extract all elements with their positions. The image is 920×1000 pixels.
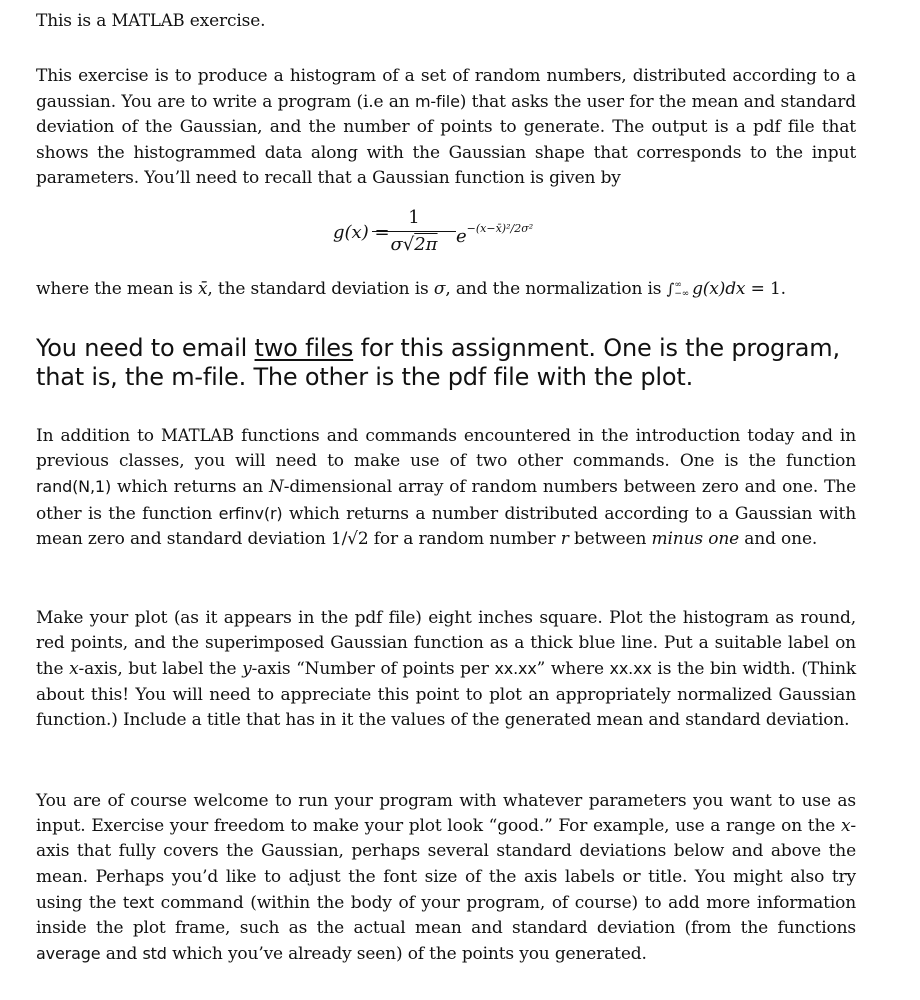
den-sigma: σ bbox=[390, 234, 403, 255]
exp-power: −(x−x̄)²/2σ² bbox=[466, 222, 534, 235]
den-radicand: 2π bbox=[414, 234, 438, 255]
equation-denominator bbox=[368, 232, 460, 258]
p3-text-5: which returns a number distributed according to a Gaussian with mean zero and standard deviation 1/√2 for a random number bbox=[36, 503, 857, 549]
bin-width-placeholder: xx.xx bbox=[609, 659, 652, 679]
p3-text-4: -dimensional array of random numbers between zero and one. The other is the function bbox=[36, 477, 856, 524]
p3-text-2: functions and commands encountered in the introduction today and in previous classes, you will need to make use of two other commands. One is the function bbox=[36, 426, 856, 472]
matlab-name: MATLAB bbox=[160, 426, 234, 445]
email-instruction-heading bbox=[36, 334, 856, 392]
p4-text-2: -axis, but label the bbox=[78, 659, 243, 680]
heading-text-1: You need to email bbox=[36, 334, 255, 362]
paragraph-freedom bbox=[36, 789, 856, 967]
normalization-integral bbox=[667, 279, 746, 299]
bin-width-placeholder: xx.xx bbox=[494, 659, 537, 679]
x-symbol: x bbox=[840, 816, 851, 837]
xbar-symbol: x̄ bbox=[197, 279, 208, 299]
p5-text-3: command (within the body of your program, of course) to add more information inside the plot frame, such as the actual mean and standard deviation (from the functions bbox=[36, 892, 856, 939]
p2-text-1: where the mean is bbox=[36, 279, 198, 299]
n-symbol: N bbox=[268, 477, 284, 498]
gaussian-equation bbox=[0, 206, 920, 264]
p3-text-3: which returns an bbox=[111, 477, 269, 498]
x-symbol: x bbox=[69, 659, 79, 680]
equation-lhs: g(x) = bbox=[333, 222, 390, 243]
p4-text-3: -axis “Number of points per bbox=[251, 659, 495, 680]
r-symbol: r bbox=[560, 528, 569, 549]
integral-upper: ∞ bbox=[674, 279, 682, 290]
equation-numerator: 1 bbox=[408, 207, 420, 228]
p3-text-1: In addition to bbox=[36, 426, 161, 446]
p5-text-1: You are of course welcome to run your program with whatever parameters you want to use as input. Exercise your freedom to make your plot look “good.” For example, use a range on the bbox=[36, 791, 856, 837]
p3-text-6: between bbox=[568, 528, 652, 549]
intro-text: This is a bbox=[36, 11, 112, 31]
integral-sign: ∫ bbox=[666, 280, 675, 298]
p2-text-4: = 1. bbox=[745, 279, 786, 299]
p5-text-4: and bbox=[100, 944, 143, 965]
mfile-term: m-file bbox=[414, 92, 460, 112]
std-function: std bbox=[142, 944, 167, 964]
exp-base: e bbox=[456, 226, 467, 247]
p2-text-2: , the standard deviation is bbox=[207, 279, 434, 299]
paragraph-plot-spec bbox=[36, 606, 856, 733]
intro-text-end: exercise. bbox=[184, 11, 266, 31]
erfinv-command: erfinv(r) bbox=[218, 503, 283, 523]
p1-text-1: This exercise is to produce a histogram of a set of random numbers, distributed according to a gaussian. You are to write a program (i.e an bbox=[36, 66, 856, 113]
intro-line bbox=[36, 8, 856, 34]
paragraph-normalization bbox=[36, 277, 856, 302]
sigma-symbol: σ bbox=[433, 279, 446, 299]
p4-text-4: ” where bbox=[536, 659, 610, 680]
equation-exponential bbox=[456, 222, 533, 247]
p2-text-3: , and the normalization is bbox=[445, 279, 667, 299]
text-command: text bbox=[122, 892, 154, 912]
y-symbol: y bbox=[242, 659, 252, 680]
minus-one-text: minus one bbox=[651, 528, 740, 549]
den-root: √ bbox=[402, 234, 415, 255]
integral-lower: −∞ bbox=[674, 288, 690, 299]
matlab-name: MATLAB bbox=[111, 11, 185, 30]
heading-underlined: two files bbox=[254, 334, 354, 362]
heading-text-2: for this assignment. One is the program, that is, the m-file. The other is the pdf file with the plot. bbox=[36, 334, 840, 391]
p4-text-5: is the bin width. (Think about this! You will need to appreciate this point to plot an appropriately normalized Gaussian function.) Include a title that has in it the values of the generated mean and standard deviation. bbox=[36, 659, 857, 730]
integrand: g(x)dx bbox=[692, 279, 746, 299]
p5-text-5: which you’ve already seen) of the points you generated. bbox=[166, 944, 647, 965]
p4-text-1: Make your plot (as it appears in the pdf file) eight inches square. Plot the histogram as round, red points, and the superimposed Gaussian function as a thick blue line. Put a suitable label on the bbox=[36, 608, 856, 680]
p1-text-2: ) that asks the user for the mean and standard deviation of the Gaussian, and the number of points to generate. The output is a pdf file that shows the histogrammed data along with the Gaussian shape that corresponds to the input parameters. You’ll need to recall that a Gaussian function is given by bbox=[36, 92, 857, 188]
p5-text-2: -axis that fully covers the Gaussian, perhaps several standard deviations below and above the mean. Perhaps you’d like to adjust the font size of the axis labels or title. You might also try using the bbox=[36, 816, 856, 913]
paragraph-commands bbox=[36, 423, 856, 552]
p3-text-7: and one. bbox=[739, 528, 818, 549]
equation-fraction bbox=[368, 206, 460, 258]
rand-command: rand(N,1) bbox=[36, 477, 112, 497]
paragraph-task-description bbox=[36, 64, 856, 191]
average-function: average bbox=[36, 944, 101, 964]
